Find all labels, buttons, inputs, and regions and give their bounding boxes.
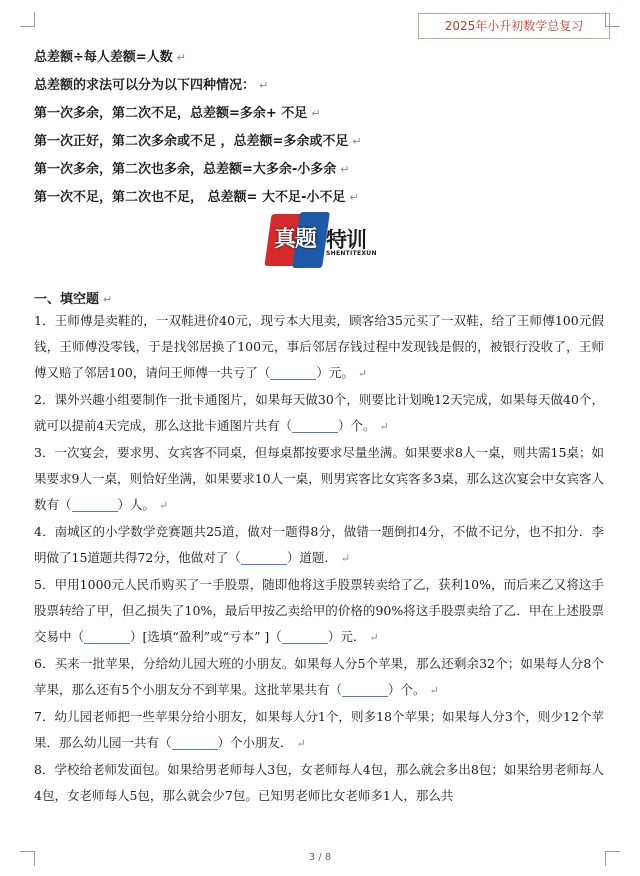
question-text: 7．幼儿园老师把一些苹果分给小朋友，如果每人分1个，则多18个苹果；如果每人分3个，则少12个苹果．那么幼儿园一共有（ xyxy=(34,709,604,750)
paragraph-mark-icon: ↵ xyxy=(357,367,368,380)
question-text: 5．甲用1000元人民币购买了一手股票，随即他将这手股票转卖给了乙，获利10%，而后来乙又将这手股票转给了甲，但乙损失了10%，最后甲按乙卖给甲的价格的90%将这手股票卖给了乙．甲在上述股票交易中（ xyxy=(34,577,604,644)
rule-line xyxy=(34,44,614,72)
question-text: 4．南城区的小学数学竞赛题共25道，做对一题得8分，做错一题倒扣4分，不做不记分，也不扣分．李明做了15道题共得72分，他做对了（ xyxy=(34,524,604,565)
rule-text: 总差额÷每人差额=人数 xyxy=(34,50,173,65)
answer-blank[interactable] xyxy=(72,497,118,512)
question-item xyxy=(34,519,604,572)
question-text: 6．买来一批苹果，分给幼儿园大班的小朋友。如果每人分5个苹果，那么还剩余32个；如果每人分8个苹果，那么还有5个小朋友分不到苹果。这批苹果共有（ xyxy=(34,656,604,697)
paragraph-mark-icon: ↵ xyxy=(311,107,321,120)
paragraph-mark-icon: ↵ xyxy=(340,163,350,176)
question-item xyxy=(34,757,604,809)
paragraph-mark-icon: ↵ xyxy=(103,293,113,306)
header-title: 2025年小升初数学总复习 xyxy=(418,13,610,39)
answer-blank[interactable] xyxy=(282,629,328,644)
rule-text: 第一次不足，第二次也不足， 总差额= 大不足-小不足 xyxy=(34,190,346,205)
paragraph-mark-icon: ↵ xyxy=(176,51,187,64)
paragraph-mark-icon: ↵ xyxy=(369,631,379,644)
paragraph-mark-icon: ↵ xyxy=(429,684,439,697)
paragraph-mark-icon: ↵ xyxy=(296,737,306,750)
answer-blank[interactable] xyxy=(270,365,316,380)
section-title-text: 一、填空题 xyxy=(34,292,100,307)
question-item xyxy=(34,704,604,757)
question-text: 1．王师傅是卖鞋的，一双鞋进价40元，现亏本大甩卖，顾客给35元买了一双鞋，给了王师傅100元假钱，王师傅没零钱，于是找邻居换了100元，事后邻居存钱过程中发现钱是假的，被银行没收了，王师傅又赔了邻居100，请问王师傅一共亏了（ xyxy=(34,313,604,380)
rule-text: 第一次多余，第二次也多余，总差额=大多余-小多余 xyxy=(34,162,337,177)
page-number: 3 / 8 xyxy=(308,852,332,863)
rule-line xyxy=(34,128,614,156)
answer-blank[interactable] xyxy=(172,735,218,750)
crop-mark-top-left xyxy=(20,12,35,27)
rules-block xyxy=(34,44,614,212)
question-text-end: ）个。 xyxy=(337,418,376,433)
answer-blank[interactable] xyxy=(342,682,388,697)
question-item xyxy=(34,651,604,704)
question-text-end: ）道题． xyxy=(286,550,337,565)
logo-subtitle: SHENTITEXUN xyxy=(326,250,377,257)
answer-blank[interactable] xyxy=(241,550,287,565)
rule-text: 总差额的求法可以分为以下四种情况： xyxy=(34,78,256,93)
paragraph-mark-icon: ↵ xyxy=(340,552,351,565)
rule-line xyxy=(34,72,614,100)
question-text-end: ）个小朋友． xyxy=(217,735,293,750)
question-item xyxy=(34,440,604,519)
question-list xyxy=(34,308,604,809)
paragraph-mark-icon: ↵ xyxy=(259,79,269,92)
logo-text-black: 特训 xyxy=(326,228,366,252)
question-item xyxy=(34,308,604,387)
question-text-middle: ）[选填“盈利”或“亏本” ]（ xyxy=(130,629,282,644)
rule-line xyxy=(34,100,614,128)
section-title xyxy=(34,288,112,307)
paragraph-mark-icon: ↵ xyxy=(349,191,359,204)
question-text-end: ）元。 xyxy=(316,365,354,380)
paragraph-mark-icon: ↵ xyxy=(352,135,362,148)
question-text: 8．学校给老师发面包。如果给男老师每人3包，女老师每人4包，那么就会多出8包；如果给男老师每人4包，女老师每人5包，那么就会少7包。已知男老师比女老师多1人，那么共 xyxy=(34,762,604,803)
question-text-end: ）元． xyxy=(327,629,366,644)
logo-text-red: 真题 xyxy=(274,227,317,252)
rule-text: 第一次正好，第二次多余或不足 ，总差额=多余或不足 xyxy=(34,134,349,149)
rule-line xyxy=(34,184,614,212)
answer-blank[interactable] xyxy=(84,629,130,644)
zhenti-texun-logo xyxy=(268,212,388,270)
question-text: 2．课外兴趣小组要制作一批卡通图片，如果每天做30个，则要比计划晚12天完成，如果每天做40个，就可以提前4天完成，那么这批卡通图片共有（ xyxy=(34,392,604,433)
paragraph-mark-icon: ↵ xyxy=(159,499,169,512)
rule-line xyxy=(34,156,614,184)
question-text: 3．一次宴会，要求男、女宾客不同桌，但每桌都按要求尽量坐满。如果要求8人一桌，则共需15桌；如果要求9人一桌，则恰好坐满，如果要求10人一桌，则男宾客比女宾客多3桌，那么这次宴会中女宾客人数有（ xyxy=(34,445,604,512)
question-text-end: ）人。 xyxy=(117,497,156,512)
question-item xyxy=(34,387,604,440)
rule-text: 第一次多余，第二次不足，总差额=多余+ 不足 xyxy=(34,106,308,121)
answer-blank[interactable] xyxy=(292,418,338,433)
question-item xyxy=(34,572,604,651)
paragraph-mark-icon: ↵ xyxy=(379,420,389,433)
question-text-end: ）个。 xyxy=(387,682,426,697)
